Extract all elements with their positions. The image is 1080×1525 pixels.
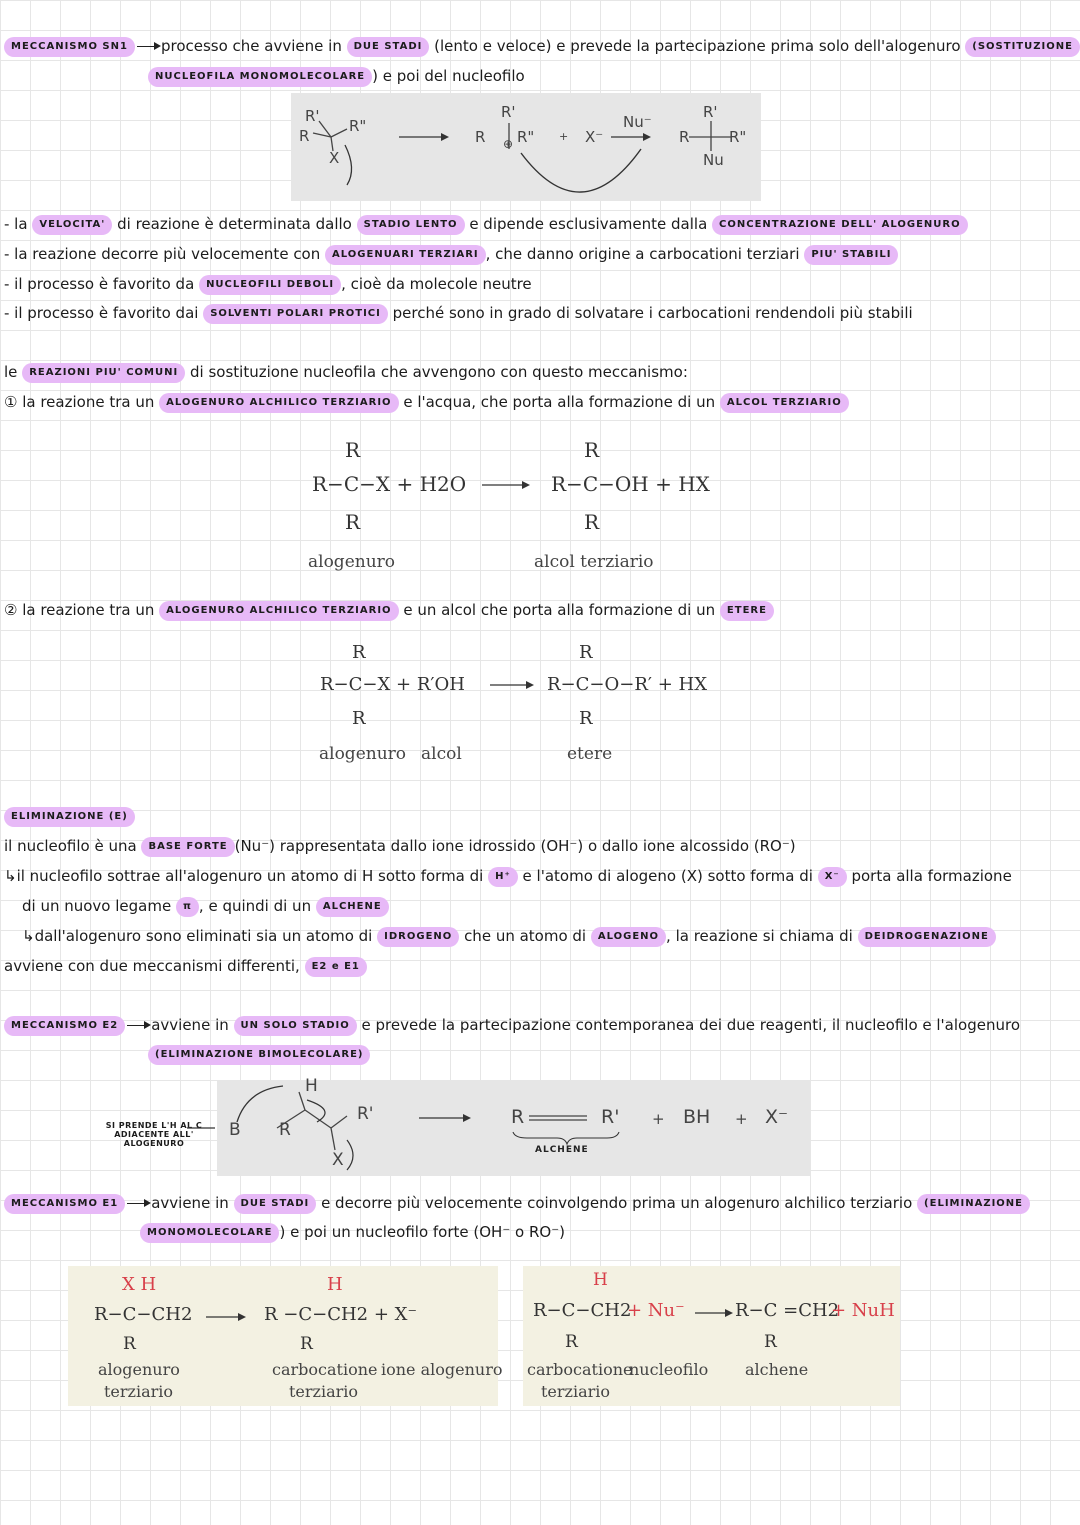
caption: terziario [541, 1382, 611, 1401]
fig-label: X⁻ [585, 128, 604, 146]
arrow-icon [127, 1025, 149, 1026]
highlight: ALCHENE [316, 897, 389, 917]
chem-r: R [579, 708, 593, 729]
highlight: (ELIMINAZIONE BIMOLECOLARE) [148, 1045, 370, 1065]
sn1-text: processo che avviene in [160, 37, 342, 55]
elim-line-1: il nucleofilo è una BASE FORTE (Nu⁻) rappresentata dallo ione idrossido (OH⁻) o dallo ione alcossido (RO⁻) [4, 837, 796, 855]
reaction-2-products: R−C−O−R′ + HX [547, 674, 708, 695]
e1-line-2: MONOMOLECOLARE ) e poi un nucleofilo forte (OH⁻ o RO⁻) [140, 1222, 565, 1243]
caption: alogenuro [319, 744, 407, 764]
caption: carbocatione [272, 1360, 378, 1379]
chem-r: R [345, 510, 361, 534]
bullet-4: - il processo è favorito dai SOLVENTI POLARI PROTICI perché sono in grado di solvatare i carbocationi rendendoli più stabili [4, 304, 913, 322]
e1-figure-step-1 [68, 1266, 503, 1406]
sn1-mechanism-figure [291, 93, 761, 201]
e1-figure-step-2 [523, 1266, 900, 1406]
highlight: H⁺ [488, 867, 518, 887]
fig-label: R−C−CH2 [94, 1304, 193, 1325]
e2-mechanism-figure [217, 1076, 810, 1176]
fig-label: X⁻ [765, 1106, 789, 1128]
caption: carbocatione [527, 1360, 633, 1379]
highlight: DUE STADI [234, 1194, 317, 1214]
highlight: VELOCITA' [32, 215, 112, 235]
highlight-nucleofila-mono: NUCLEOFILA MONOMOLECOLARE [148, 67, 372, 87]
fig-label: BH [683, 1106, 711, 1128]
fig-label: H [593, 1270, 608, 1290]
caption: etere [567, 744, 613, 764]
fig-label: R [764, 1332, 777, 1352]
fig-label: R [475, 128, 486, 146]
caption: alchene [745, 1360, 809, 1379]
arrow-icon [490, 678, 534, 692]
caption: alogenuro [308, 552, 396, 572]
reactions-intro: le REAZIONI PIU' COMUNI di sostituzione nucleofila che avvengono con questo meccanismo: [4, 363, 688, 381]
caption: alogenuro [98, 1360, 180, 1379]
elim-line-4: ↳dall'alogenuro sono eliminati sia un atomo di IDROGENO che un atomo di ALOGENO , la reazione si chiama di DEIDROGENAZIONE [22, 926, 996, 947]
bullet-1: - la VELOCITA' di reazione è determinata dallo STADIO LENTO e dipende esclusivamente dalla CONCENTRAZIONE DELL' ALOGENURO [4, 214, 968, 235]
fig-label: H [327, 1274, 343, 1295]
highlight: NUCLEOFILI DEBOLI [199, 275, 341, 295]
chem-r: R [579, 642, 593, 663]
fig-label: R" [349, 117, 367, 135]
fig-label: R−C =CH2 [735, 1300, 840, 1321]
fig-label: Nu [703, 151, 724, 169]
highlight: ALOGENURO ALCHILICO TERZIARIO [159, 393, 398, 413]
fig-label: + NuH [831, 1300, 895, 1321]
highlight: CONCENTRAZIONE DELL' ALOGENURO [712, 215, 968, 235]
fig-label: X [332, 1150, 344, 1170]
fig-label: R" [729, 128, 747, 146]
fig-label: R [511, 1106, 525, 1128]
sn1-text-3: ) e poi del nucleofilo [372, 67, 525, 85]
fig-label: R [279, 1120, 291, 1140]
fig-label: R−C−CH2 [533, 1300, 632, 1321]
reaction-2-text: ② la reazione tra un ALOGENURO ALCHILICO TERZIARIO e un alcol che porta alla formazione di un ETERE [4, 600, 774, 621]
bullet-2: - la reazione decorre più velocemente con ALOGENUARI TERZIARI , che danno origine a carbocationi terziari PIU' STABILI [4, 244, 898, 265]
highlight: PIU' STABILI [804, 245, 898, 265]
elim-line-3: di un nuovo legame π , e quindi di un ALCHENE [22, 896, 389, 917]
e2-label: MECCANISMO E2 [4, 1016, 125, 1036]
fig-label: X [329, 149, 340, 167]
fig-label: ALCHENE [535, 1145, 589, 1155]
reaction-1-reactants: R−C−X + H2O [312, 472, 467, 496]
fig-label: B [229, 1120, 241, 1140]
fig-label: R [123, 1334, 136, 1354]
highlight: ALOGENUARI TERZIARI [325, 245, 486, 265]
caption: terziario [104, 1382, 174, 1401]
arrow-icon [127, 1203, 149, 1204]
fig-label: + [735, 1110, 748, 1128]
e2-note: SI PRENDE L'H AL C ADIACENTE ALL' ALOGENURO [105, 1121, 203, 1148]
fig-label: + [652, 1110, 665, 1128]
highlight: ALOGENO [591, 927, 666, 947]
highlight: ALOGENURO ALCHILICO TERZIARIO [159, 601, 398, 621]
chem-r: R [584, 510, 600, 534]
arrow-icon [695, 1306, 733, 1320]
fig-label: R' [601, 1106, 620, 1128]
highlight: SOLVENTI POLARI PROTICI [203, 304, 388, 324]
fig-label: R −C−CH2 + X⁻ [264, 1304, 417, 1325]
highlight: UN SOLO STADIO [234, 1016, 357, 1036]
highlight: MONOMOLECOLARE [140, 1223, 279, 1243]
fig-label: X H [122, 1274, 157, 1295]
reaction-2-reactants: R−C−X + R′OH [320, 674, 465, 695]
caption: nucleofilo [629, 1360, 709, 1379]
chem-r: R [584, 438, 600, 462]
section-title: ELIMINAZIONE (E) [4, 807, 135, 827]
elim-line-5: avviene con due meccanismi differenti, E2 e E1 [4, 956, 367, 977]
fig-label: R' [501, 103, 516, 121]
e2-line-2 [148, 1044, 370, 1065]
fig-label: R [565, 1332, 578, 1352]
e2-line-1: MECCANISMO E2 avviene in UN SOLO STADIO e prevede la partecipazione contemporanea dei due reagenti, il nucleofilo e l'alogenuro [4, 1015, 1020, 1036]
sn1-line-1 [4, 36, 1080, 57]
fig-label: R [679, 128, 690, 146]
elim-line-2: ↳il nucleofilo sottrae all'alogenuro un atomo di H sotto forma di H⁺ e l'atomo di alogeno (X) sotto forma di X⁻ porta alla formazione [4, 867, 1012, 885]
highlight: STADIO LENTO [357, 215, 465, 235]
caption: alcol [421, 744, 462, 764]
elim-title [4, 806, 135, 827]
chem-r: R [352, 708, 366, 729]
highlight-sostituzione: (SOSTITUZIONE [965, 37, 1080, 57]
highlight: REAZIONI PIU' COMUNI [22, 363, 185, 383]
fig-label: R" [517, 128, 535, 146]
highlight: X⁻ [818, 867, 847, 887]
caption: alcol terziario [534, 552, 654, 572]
sn1-line-2 [148, 66, 525, 87]
fig-label: + [559, 130, 569, 143]
fig-label: H [305, 1076, 318, 1096]
reaction-1-text: ① la reazione tra un ALOGENURO ALCHILICO TERZIARIO e l'acqua, che porta alla formazione di un ALCOL TERZIARIO [4, 392, 849, 413]
chem-r: R [352, 642, 366, 663]
bullet-3: - il processo è favorito da NUCLEOFILI DEBOLI , cioè da molecole neutre [4, 275, 532, 293]
e1-label: MECCANISMO E1 [4, 1194, 125, 1214]
arrow-icon [137, 46, 159, 47]
fig-label: R' [703, 103, 718, 121]
fig-label: R [300, 1334, 313, 1354]
highlight: π [176, 897, 199, 917]
caption: ione alogenuro [381, 1360, 503, 1379]
highlight: DEIDROGENAZIONE [858, 927, 996, 947]
fig-label: Nu⁻ [623, 113, 652, 131]
fig-label: R' [305, 107, 320, 125]
highlight: ALCOL TERZIARIO [720, 393, 849, 413]
reaction-1-products: R−C−OH + HX [551, 472, 710, 496]
highlight: E2 e E1 [305, 957, 367, 977]
fig-label: R' [357, 1104, 374, 1124]
caption: terziario [289, 1382, 359, 1401]
arrow-icon [206, 1310, 246, 1324]
highlight: IDROGENO [377, 927, 459, 947]
arrow-icon [482, 478, 530, 492]
highlight-due-stadi: DUE STADI [347, 37, 430, 57]
fig-label: ⊕ [503, 137, 514, 151]
fig-label: R [299, 127, 310, 145]
sn1-text-2: (lento e veloce) e prevede la partecipazione prima solo dell'alogenuro [434, 37, 961, 55]
chem-r: R [345, 438, 361, 462]
e1-line-1: MECCANISMO E1 avviene in DUE STADI e decorre più velocemente coinvolgendo prima un alogenuro alchilico terziario (ELIMINAZIONE [4, 1193, 1030, 1214]
highlight: BASE FORTE [141, 837, 234, 857]
highlight: (ELIMINAZIONE [917, 1194, 1030, 1214]
fig-label: + Nu⁻ [627, 1300, 685, 1321]
sn1-mechanism-lines [291, 93, 761, 201]
highlight: ETERE [720, 601, 774, 621]
sn1-label: MECCANISMO SN1 [4, 37, 135, 57]
